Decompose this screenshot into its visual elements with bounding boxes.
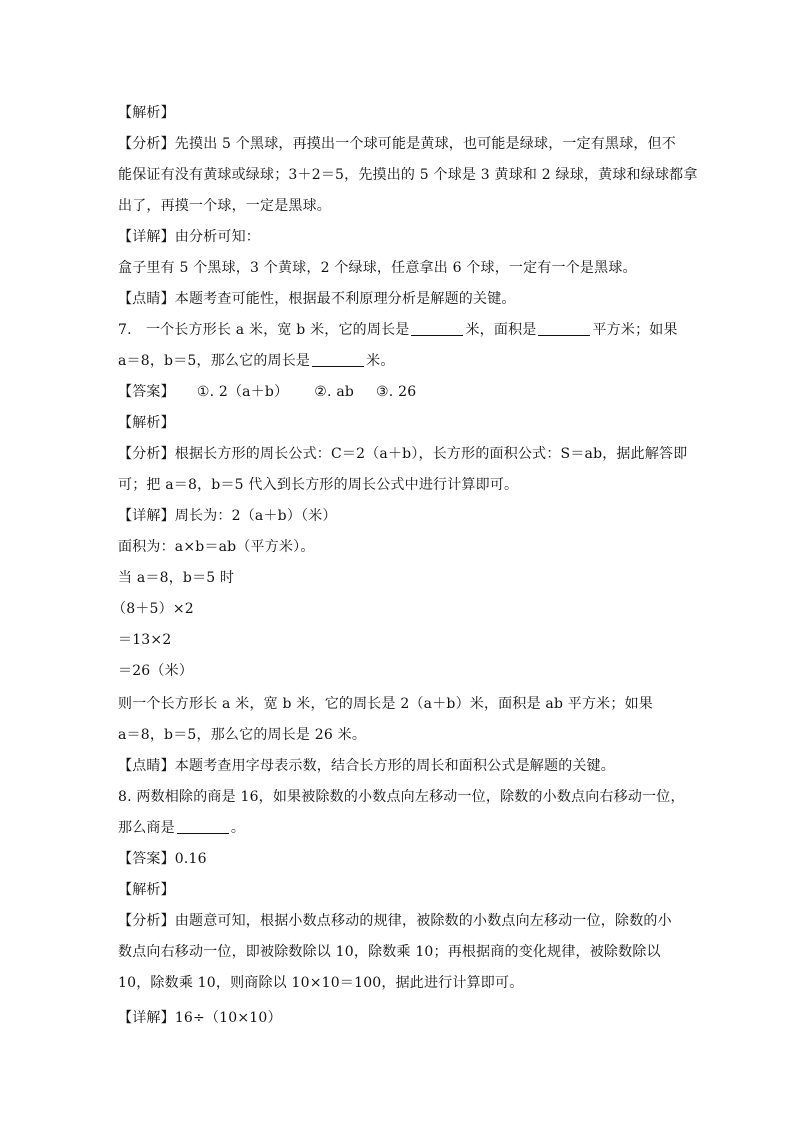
detail-paragraph-line: 面积为：a×b＝ab（平方米）。	[118, 539, 315, 555]
detail-paragraph-line: 【详解】周长为：2（a＋b）（米）	[118, 508, 337, 524]
detail-paragraph-line: a＝8，b＝5，那么它的周长是 26 米。	[118, 727, 367, 743]
answer-line: 【答案】0.16	[118, 851, 207, 867]
analysis-paragraph-line: 【分析】由题意可知，根据小数点移动的规律，被除数的小数点向左移动一位，除数的小	[118, 913, 672, 929]
calculation-line: ＝13×2	[118, 632, 172, 648]
answer-value: ①. 2（a＋b）	[196, 384, 289, 400]
detail-paragraph-line: 则一个长方形长 a 米，宽 b 米，它的周长是 2（a＋b）米，面积是 ab 平方米；如果	[118, 696, 653, 712]
section-heading-jiexi: 【解析】	[118, 105, 175, 121]
answer-value: ②. ab	[314, 384, 355, 400]
question-7-line	[118, 349, 395, 373]
question-text: 7. 一个长方形长 a 米，宽 b 米，它的周长是	[118, 322, 410, 338]
question-7-line	[118, 318, 678, 342]
analysis-paragraph-line: 【分析】根据长方形的周长公式：C＝2（a＋b），长方形的面积公式：S＝ab，据此解答即	[118, 446, 688, 462]
question-text: 那么商是	[118, 820, 175, 836]
answer-line	[118, 380, 416, 404]
answer-label: 【答案】	[118, 384, 175, 400]
question-text: 米，面积是	[465, 322, 537, 338]
question-8-line: 8. 两数相除的商是 16，如果被除数的小数点向左移动一位，除数的小数点向右移动一位，	[118, 789, 685, 805]
section-heading-jiexi: 【解析】	[118, 415, 175, 431]
detail-paragraph-line: 【详解】16÷（10×10）	[118, 1010, 282, 1026]
calculation-line: （8＋5）×2	[112, 601, 194, 617]
analysis-paragraph-line: 出了，再摸一个球，一定是黑球。	[118, 198, 331, 214]
analysis-paragraph-line: 数点向右移动一位，即被除数除以 10，除数乘 10；再根据商的变化规律，被除数除以	[118, 944, 661, 960]
analysis-paragraph-line: 【分析】先摸出 5 个黑球，再摸出一个球可能是黄球，也可能是绿球，一定有黑球，但不	[118, 136, 677, 152]
calculation-line: ＝26（米）	[118, 663, 194, 679]
answer-blank	[538, 321, 590, 336]
question-text: 。	[230, 820, 246, 836]
question-text: 平方米；如果	[592, 322, 678, 338]
comment-paragraph-line: 【点睛】本题考查可能性，根据最不利原理分析是解题的关键。	[118, 291, 516, 307]
answer-blank	[177, 819, 229, 834]
question-8-line	[118, 816, 245, 840]
detail-paragraph-line: 盒子里有 5 个黑球，3 个黄球，2 个绿球，任意拿出 6 个球，一定有一个是黑球。	[118, 260, 637, 276]
analysis-paragraph-line: 能保证有没有黄球或绿球；3＋2＝5，先摸出的 5 个球是 3 黄球和 2 绿球，黄球和绿球都拿	[118, 167, 698, 183]
section-heading-jiexi: 【解析】	[118, 882, 175, 898]
detail-paragraph-line: 【详解】由分析可知：	[118, 229, 260, 245]
detail-paragraph-line: 当 a＝8，b＝5 时	[118, 570, 235, 586]
comment-paragraph-line: 【点睛】本题考查用字母表示数，结合长方形的周长和面积公式是解题的关键。	[118, 758, 615, 774]
answer-blank	[411, 321, 463, 336]
answer-value: ③. 26	[376, 384, 417, 400]
question-text: 米。	[366, 353, 395, 369]
analysis-paragraph-line: 可；把 a＝8，b＝5 代入到长方形的周长公式中进行计算即可。	[118, 477, 519, 493]
question-text: a＝8，b＝5，那么它的周长是	[118, 353, 311, 369]
answer-blank	[312, 352, 364, 367]
analysis-paragraph-line: 10，除数乘 10，则商除以 10×10＝100，据此进行计算即可。	[118, 975, 524, 991]
